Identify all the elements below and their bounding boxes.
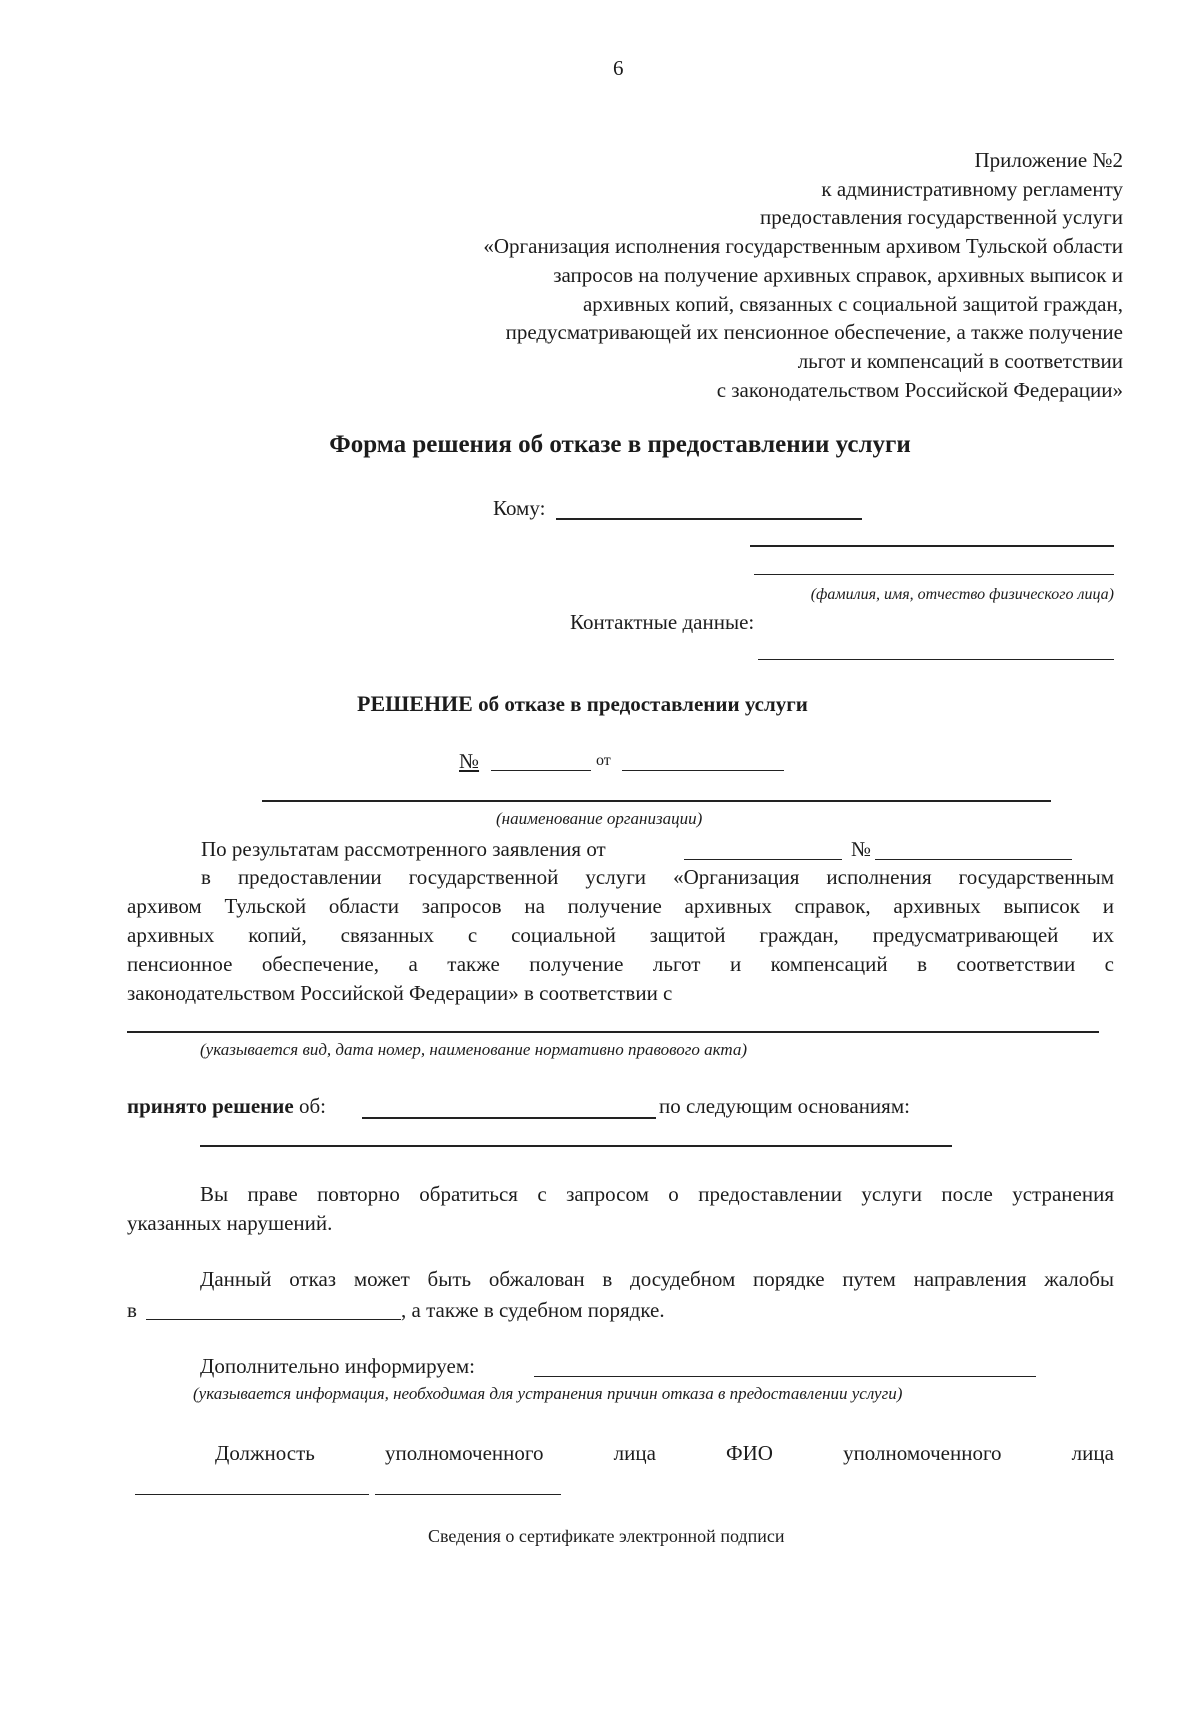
additional-label: Дополнительно информируем:	[200, 1354, 475, 1378]
appendix-line: к административному регламенту	[821, 176, 1123, 201]
signature-word: лица	[1071, 1441, 1114, 1465]
signature-word: уполномоченного	[843, 1441, 1002, 1465]
paragraph-line: пенсионное обеспечение, а также получение льгот и компенсаций в соответствии с	[127, 952, 1114, 976]
additional-line[interactable]	[534, 1376, 1036, 1377]
appendix-line: «Организация исполнения государственным архивом Тульской области	[483, 234, 1123, 259]
appendix-line: Приложение №2	[974, 148, 1123, 172]
appendix-line: с законодательством Российской Федерации»	[716, 377, 1123, 402]
decision-date-line[interactable]	[622, 770, 784, 771]
appendix-line: архивных копий, связанных с социальной защитой граждан,	[582, 291, 1123, 316]
certificate-caption: Сведения о сертификате электронной подписи	[428, 1526, 785, 1546]
decision-grounds-line[interactable]	[200, 1145, 952, 1147]
retry-line-2: указанных нарушений.	[127, 1211, 333, 1235]
contacts-line[interactable]	[758, 659, 1114, 660]
appendix-block	[483, 146, 1123, 404]
appendix-line: предоставления государственной услуги	[760, 205, 1123, 230]
service-paragraph	[127, 863, 1114, 1008]
decision-title	[357, 691, 808, 717]
appeal-suffix: , а также в судебном порядке.	[401, 1298, 665, 1322]
organization-caption: (наименование организации)	[496, 809, 703, 828]
signature-word: ФИО	[726, 1441, 773, 1465]
page-number: 6	[613, 56, 624, 80]
appendix-line: льгот и компенсаций в соответствии	[797, 348, 1123, 373]
results-number-label: №	[851, 837, 872, 861]
signature-position-line[interactable]	[135, 1494, 369, 1495]
additional-caption: (указывается информация, необходимая для устранения причин отказа в предоставлении услуги)	[193, 1384, 903, 1403]
legal-act-caption: (указывается вид, дата номер, наименование нормативно правового акта)	[200, 1040, 748, 1059]
decision-taken-about: об:	[293, 1094, 326, 1118]
appeal-line-1: Данный отказ может быть обжалован в досудебном порядке путем направления жалобы	[200, 1267, 1114, 1291]
retry-line-1: Вы праве повторно обратиться с запросом о предоставлении услуги после устранения	[200, 1182, 1114, 1206]
contacts-label: Контактные данные:	[570, 610, 755, 634]
paragraph-line: законодательством Российской Федерации» в соответствии с	[127, 981, 673, 1005]
decision-number-line[interactable]	[491, 770, 591, 771]
appendix-line: запросов на получение архивных справок, архивных выписок и	[553, 262, 1123, 287]
appeal-line[interactable]	[146, 1319, 401, 1320]
paragraph-line: архивных копий, связанных с социальной защитой граждан, предусматривающей их	[127, 923, 1114, 947]
decision-taken	[127, 1092, 326, 1121]
decision-title-rest: об отказе в предоставлении услуги	[472, 692, 808, 716]
decision-about-line[interactable]	[362, 1117, 656, 1119]
paragraph-line: архивом Тульской области запросов на получение архивных справок, архивных выписок и	[127, 894, 1114, 918]
recipient-to-line[interactable]	[556, 518, 862, 520]
results-prefix: По результатам рассмотренного заявления от	[201, 837, 606, 861]
paragraph-line: в предоставлении государственной услуги «Организация исполнения государственным	[201, 865, 1114, 889]
signature-row	[215, 1441, 1114, 1466]
legal-act-line[interactable]	[127, 1031, 1099, 1033]
results-number-line[interactable]	[875, 859, 1072, 860]
recipient-to-label: Кому:	[493, 496, 546, 520]
results-date-line[interactable]	[684, 859, 842, 860]
decision-taken-bold: принято решение	[127, 1094, 294, 1118]
organization-line[interactable]	[262, 800, 1051, 802]
decision-title-bold: РЕШЕНИЕ	[357, 691, 473, 716]
signature-word: лица	[613, 1441, 656, 1465]
recipient-name-caption: (фамилия, имя, отчество физического лица)	[810, 586, 1114, 603]
signature-name-line[interactable]	[375, 1494, 561, 1495]
decision-grounds: по следующим основаниям:	[659, 1094, 910, 1118]
recipient-name-line[interactable]	[750, 545, 1114, 547]
signature-word: уполномоченного	[385, 1441, 544, 1465]
appeal-prefix: в	[127, 1298, 137, 1322]
form-title: Форма решения об отказе в предоставлении услуги	[329, 431, 911, 458]
appendix-line: предусматривающей их пенсионное обеспечение, а также получение	[505, 320, 1123, 345]
decision-date-label: от	[596, 752, 611, 769]
recipient-name-line-2[interactable]	[754, 574, 1114, 575]
decision-number-label: №	[459, 749, 480, 773]
signature-word: Должность	[215, 1441, 315, 1465]
